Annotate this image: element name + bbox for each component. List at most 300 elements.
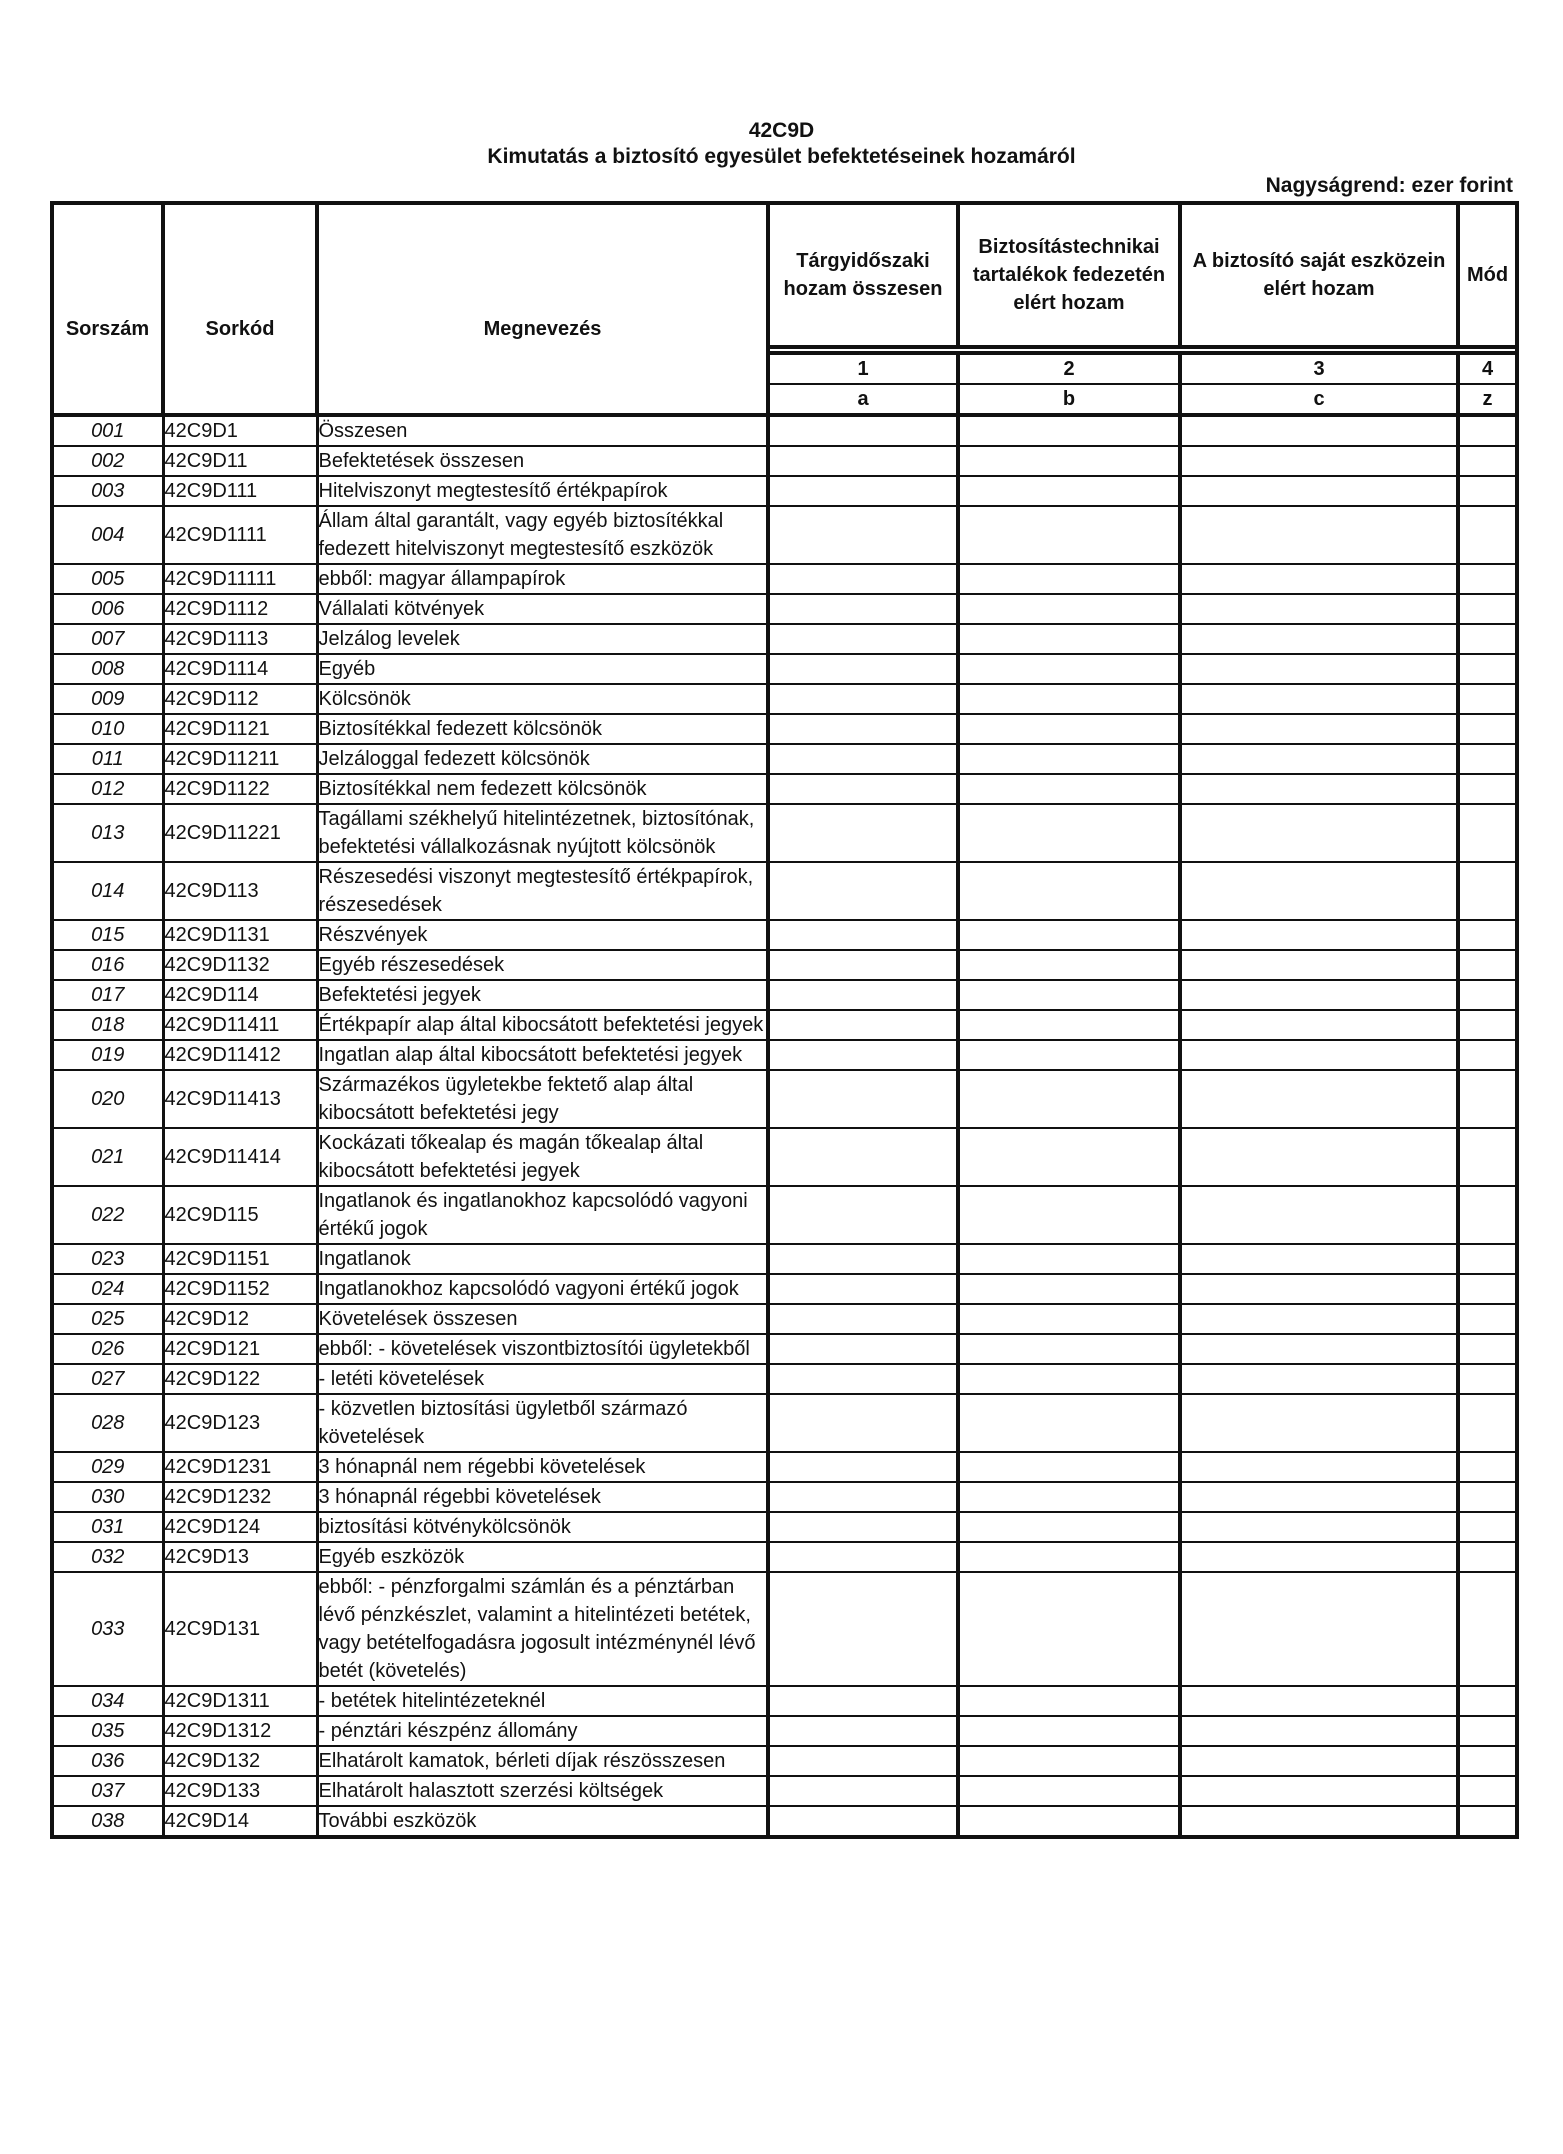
row-megnevezes: - közvetlen biztosítási ügyletből származó követelések (317, 1394, 768, 1452)
row-megnevezes: ebből: - pénzforgalmi számlán és a pénztárban lévő pénzkészlet, valamint a hitelintézeti betétek, vagy betételfogadásra jogosult intézménynél lévő betét (követelés) (317, 1572, 768, 1686)
row-value-col-2[interactable] (958, 714, 1180, 744)
table-row (52, 476, 1517, 506)
row-sorszam: 022 (52, 1186, 163, 1244)
row-value-col-2[interactable] (958, 1128, 1180, 1186)
table-row (52, 1572, 1517, 1686)
row-value-col-3[interactable] (1180, 1452, 1458, 1482)
row-value-col-3[interactable] (1180, 1716, 1458, 1746)
row-value-col-2[interactable] (958, 1686, 1180, 1716)
row-value-col-1[interactable] (768, 1070, 958, 1128)
row-sorszam: 027 (52, 1364, 163, 1394)
row-sorszam: 035 (52, 1716, 163, 1746)
row-megnevezes: Ingatlanokhoz kapcsolódó vagyoni értékű jogok (317, 1274, 768, 1304)
row-sorkod: 42C9D123 (163, 1394, 317, 1452)
table-row (52, 1716, 1517, 1746)
row-value-col-4[interactable] (1458, 684, 1517, 714)
row-value-col-2[interactable] (958, 1364, 1180, 1394)
row-value-col-4[interactable] (1458, 1746, 1517, 1776)
row-sorszam: 009 (52, 684, 163, 714)
row-value-col-1[interactable] (768, 1686, 958, 1716)
row-sorkod: 42C9D12 (163, 1304, 317, 1334)
row-value-col-4[interactable] (1458, 714, 1517, 744)
row-value-col-3[interactable] (1180, 950, 1458, 980)
row-sorkod: 42C9D112 (163, 684, 317, 714)
column-number-2: 2 (958, 353, 1180, 384)
row-sorszam: 008 (52, 654, 163, 684)
row-sorkod: 42C9D1113 (163, 624, 317, 654)
row-sorkod: 42C9D11411 (163, 1010, 317, 1040)
row-value-col-4[interactable] (1458, 506, 1517, 564)
header-sorkod: Sorkód (163, 203, 317, 415)
table-row (52, 1304, 1517, 1334)
row-value-col-1[interactable] (768, 624, 958, 654)
row-value-col-2[interactable] (958, 920, 1180, 950)
row-megnevezes: 3 hónapnál nem régebbi követelések (317, 1452, 768, 1482)
row-value-col-1[interactable] (768, 684, 958, 714)
row-sorszam: 021 (52, 1128, 163, 1186)
row-sorkod: 42C9D14 (163, 1806, 317, 1837)
column-number-1: 1 (768, 353, 958, 384)
row-value-col-3[interactable] (1180, 476, 1458, 506)
row-value-col-1[interactable] (768, 446, 958, 476)
header-col-4: Mód (1458, 203, 1517, 347)
table-row (52, 1746, 1517, 1776)
row-megnevezes: Egyéb (317, 654, 768, 684)
row-sorkod: 42C9D1131 (163, 920, 317, 950)
row-value-col-3[interactable] (1180, 804, 1458, 862)
row-value-col-3[interactable] (1180, 714, 1458, 744)
row-sorkod: 42C9D132 (163, 1746, 317, 1776)
row-megnevezes: Elhatárolt kamatok, bérleti díjak részösszesen (317, 1746, 768, 1776)
row-value-col-4[interactable] (1458, 1806, 1517, 1837)
unit-label: Nagyságrend: ezer forint (1265, 174, 1513, 197)
row-megnevezes: Hitelviszonyt megtestesítő értékpapírok (317, 476, 768, 506)
row-value-col-3[interactable] (1180, 594, 1458, 624)
row-value-col-3[interactable] (1180, 446, 1458, 476)
row-value-col-1[interactable] (768, 862, 958, 920)
row-sorkod: 42C9D114 (163, 980, 317, 1010)
row-value-col-4[interactable] (1458, 1452, 1517, 1482)
row-value-col-3[interactable] (1180, 1128, 1458, 1186)
row-value-col-1[interactable] (768, 1746, 958, 1776)
row-sorkod: 42C9D1231 (163, 1452, 317, 1482)
row-megnevezes: - pénztári készpénz állomány (317, 1716, 768, 1746)
row-value-col-3[interactable] (1180, 1512, 1458, 1542)
header-col-3: A biztosító saját eszközein elért hozam (1180, 203, 1458, 347)
table-row (52, 950, 1517, 980)
row-value-col-4[interactable] (1458, 415, 1517, 446)
row-value-col-4[interactable] (1458, 1776, 1517, 1806)
row-value-col-3[interactable] (1180, 624, 1458, 654)
row-value-col-3[interactable] (1180, 774, 1458, 804)
row-value-col-3[interactable] (1180, 1806, 1458, 1837)
row-sorkod: 42C9D113 (163, 862, 317, 920)
row-value-col-1[interactable] (768, 1244, 958, 1274)
row-sorszam: 023 (52, 1244, 163, 1274)
row-megnevezes: Értékpapír alap által kibocsátott befektetési jegyek (317, 1010, 768, 1040)
row-value-col-2[interactable] (958, 1542, 1180, 1572)
row-value-col-2[interactable] (958, 446, 1180, 476)
table-row (52, 804, 1517, 862)
row-megnevezes: Jelzáloggal fedezett kölcsönök (317, 744, 768, 774)
row-sorszam: 004 (52, 506, 163, 564)
table-row (52, 1542, 1517, 1572)
table-row (52, 1452, 1517, 1482)
row-megnevezes: Befektetési jegyek (317, 980, 768, 1010)
row-sorszam: 037 (52, 1776, 163, 1806)
header-col-1: Tárgyidőszaki hozam összesen (768, 203, 958, 347)
column-letter-z: z (1458, 384, 1517, 415)
row-value-col-2[interactable] (958, 1186, 1180, 1244)
row-value-col-4[interactable] (1458, 1394, 1517, 1452)
row-value-col-3[interactable] (1180, 564, 1458, 594)
row-value-col-4[interactable] (1458, 476, 1517, 506)
row-value-col-2[interactable] (958, 1010, 1180, 1040)
row-value-col-4[interactable] (1458, 1542, 1517, 1572)
row-value-col-3[interactable] (1180, 1244, 1458, 1274)
table-row (52, 920, 1517, 950)
table-row (52, 1334, 1517, 1364)
row-value-col-2[interactable] (958, 594, 1180, 624)
table-row (52, 446, 1517, 476)
row-megnevezes: Részvények (317, 920, 768, 950)
row-value-col-4[interactable] (1458, 980, 1517, 1010)
row-megnevezes: Egyéb eszközök (317, 1542, 768, 1572)
row-value-col-2[interactable] (958, 1040, 1180, 1070)
row-sorszam: 019 (52, 1040, 163, 1070)
table-row (52, 980, 1517, 1010)
report-table (50, 201, 1519, 1839)
row-value-col-4[interactable] (1458, 594, 1517, 624)
row-value-col-3[interactable] (1180, 1070, 1458, 1128)
row-value-col-1[interactable] (768, 476, 958, 506)
row-value-col-3[interactable] (1180, 1572, 1458, 1686)
row-value-col-1[interactable] (768, 564, 958, 594)
row-value-col-2[interactable] (958, 1746, 1180, 1776)
table-row (52, 1274, 1517, 1304)
row-sorkod: 42C9D11 (163, 446, 317, 476)
row-megnevezes: Kockázati tőkealap és magán tőkealap által kibocsátott befektetési jegyek (317, 1128, 768, 1186)
table-row (52, 714, 1517, 744)
row-value-col-3[interactable] (1180, 1542, 1458, 1572)
row-sorszam: 034 (52, 1686, 163, 1716)
row-megnevezes: Jelzálog levelek (317, 624, 768, 654)
row-value-col-1[interactable] (768, 1186, 958, 1244)
row-sorkod: 42C9D133 (163, 1776, 317, 1806)
row-sorkod: 42C9D1121 (163, 714, 317, 744)
row-value-col-2[interactable] (958, 1244, 1180, 1274)
row-value-col-3[interactable] (1180, 1364, 1458, 1394)
row-value-col-4[interactable] (1458, 1040, 1517, 1070)
row-sorszam: 011 (52, 744, 163, 774)
row-sorkod: 42C9D1232 (163, 1482, 317, 1512)
row-value-col-2[interactable] (958, 1452, 1180, 1482)
row-value-col-1[interactable] (768, 594, 958, 624)
row-value-col-4[interactable] (1458, 1186, 1517, 1244)
row-sorkod: 42C9D1151 (163, 1244, 317, 1274)
row-megnevezes: Befektetések összesen (317, 446, 768, 476)
row-value-col-2[interactable] (958, 980, 1180, 1010)
row-megnevezes: Elhatárolt halasztott szerzési költségek (317, 1776, 768, 1806)
row-megnevezes: Követelések összesen (317, 1304, 768, 1334)
row-sorszam: 025 (52, 1304, 163, 1334)
row-value-col-2[interactable] (958, 684, 1180, 714)
table-row (52, 1806, 1517, 1837)
row-sorszam: 001 (52, 415, 163, 446)
row-megnevezes: Kölcsönök (317, 684, 768, 714)
row-value-col-4[interactable] (1458, 1716, 1517, 1746)
table-row (52, 654, 1517, 684)
row-value-col-2[interactable] (958, 1334, 1180, 1364)
row-value-col-1[interactable] (768, 1542, 958, 1572)
row-sorkod: 42C9D11413 (163, 1070, 317, 1128)
row-value-col-1[interactable] (768, 1128, 958, 1186)
row-sorkod: 42C9D11211 (163, 744, 317, 774)
row-value-col-3[interactable] (1180, 1334, 1458, 1364)
row-value-col-1[interactable] (768, 1274, 958, 1304)
row-sorszam: 015 (52, 920, 163, 950)
row-value-col-1[interactable] (768, 950, 958, 980)
row-value-col-4[interactable] (1458, 1334, 1517, 1364)
row-value-col-1[interactable] (768, 1776, 958, 1806)
header-megnevezes: Megnevezés (317, 203, 768, 415)
row-value-col-1[interactable] (768, 1806, 958, 1837)
row-value-col-2[interactable] (958, 1572, 1180, 1686)
table-row (52, 684, 1517, 714)
table-row (52, 774, 1517, 804)
row-value-col-2[interactable] (958, 506, 1180, 564)
row-sorkod: 42C9D1132 (163, 950, 317, 980)
row-value-col-4[interactable] (1458, 1686, 1517, 1716)
row-value-col-3[interactable] (1180, 1304, 1458, 1334)
row-value-col-4[interactable] (1458, 774, 1517, 804)
row-value-col-3[interactable] (1180, 744, 1458, 774)
row-value-col-3[interactable] (1180, 1746, 1458, 1776)
row-value-col-2[interactable] (958, 744, 1180, 774)
row-sorkod: 42C9D1152 (163, 1274, 317, 1304)
row-value-col-1[interactable] (768, 415, 958, 446)
column-number-4: 4 (1458, 353, 1517, 384)
row-value-col-4[interactable] (1458, 1010, 1517, 1040)
row-value-col-3[interactable] (1180, 1274, 1458, 1304)
row-value-col-2[interactable] (958, 1716, 1180, 1746)
row-value-col-2[interactable] (958, 950, 1180, 980)
table-row (52, 744, 1517, 774)
row-sorszam: 018 (52, 1010, 163, 1040)
row-sorszam: 020 (52, 1070, 163, 1128)
row-value-col-2[interactable] (958, 1806, 1180, 1837)
row-value-col-1[interactable] (768, 1334, 958, 1364)
row-value-col-4[interactable] (1458, 446, 1517, 476)
row-megnevezes: Ingatlan alap által kibocsátott befektetési jegyek (317, 1040, 768, 1070)
table-row (52, 1244, 1517, 1274)
column-letter-b: b (958, 384, 1180, 415)
row-megnevezes: Ingatlanok (317, 1244, 768, 1274)
table-row (52, 1394, 1517, 1452)
row-value-col-2[interactable] (958, 1274, 1180, 1304)
row-sorkod: 42C9D1122 (163, 774, 317, 804)
row-megnevezes: biztosítási kötvénykölcsönök (317, 1512, 768, 1542)
row-value-col-2[interactable] (958, 476, 1180, 506)
row-value-col-4[interactable] (1458, 654, 1517, 684)
row-value-col-3[interactable] (1180, 980, 1458, 1010)
row-value-col-3[interactable] (1180, 862, 1458, 920)
row-value-col-4[interactable] (1458, 804, 1517, 862)
row-value-col-2[interactable] (958, 624, 1180, 654)
row-megnevezes: Biztosítékkal nem fedezett kölcsönök (317, 774, 768, 804)
row-value-col-4[interactable] (1458, 1274, 1517, 1304)
row-value-col-2[interactable] (958, 1304, 1180, 1334)
row-value-col-1[interactable] (768, 920, 958, 950)
table-row (52, 862, 1517, 920)
row-value-col-4[interactable] (1458, 1070, 1517, 1128)
row-value-col-3[interactable] (1180, 1394, 1458, 1452)
row-value-col-4[interactable] (1458, 744, 1517, 774)
row-value-col-4[interactable] (1458, 950, 1517, 980)
row-sorkod: 42C9D13 (163, 1542, 317, 1572)
row-value-col-1[interactable] (768, 1716, 958, 1746)
row-value-col-1[interactable] (768, 1010, 958, 1040)
row-megnevezes: További eszközök (317, 1806, 768, 1837)
table-row (52, 1128, 1517, 1186)
row-value-col-4[interactable] (1458, 624, 1517, 654)
row-value-col-1[interactable] (768, 1394, 958, 1452)
row-value-col-3[interactable] (1180, 1482, 1458, 1512)
row-sorkod: 42C9D111 (163, 476, 317, 506)
row-megnevezes: Tagállami székhelyű hitelintézetnek, biztosítónak, befektetési vállalkozásnak nyújtott kölcsönök (317, 804, 768, 862)
row-sorkod: 42C9D124 (163, 1512, 317, 1542)
row-value-col-2[interactable] (958, 862, 1180, 920)
row-value-col-1[interactable] (768, 1040, 958, 1070)
row-value-col-4[interactable] (1458, 1482, 1517, 1512)
row-sorkod: 42C9D1312 (163, 1716, 317, 1746)
row-sorszam: 005 (52, 564, 163, 594)
row-value-col-4[interactable] (1458, 1512, 1517, 1542)
row-sorszam: 030 (52, 1482, 163, 1512)
row-sorszam: 016 (52, 950, 163, 980)
row-sorszam: 002 (52, 446, 163, 476)
row-value-col-2[interactable] (958, 1070, 1180, 1128)
table-row (52, 594, 1517, 624)
row-sorkod: 42C9D122 (163, 1364, 317, 1394)
row-value-col-2[interactable] (958, 415, 1180, 446)
row-megnevezes: ebből: - követelések viszontbiztosítói ügyletekből (317, 1334, 768, 1364)
row-sorkod: 42C9D11221 (163, 804, 317, 862)
row-value-col-4[interactable] (1458, 1572, 1517, 1686)
row-sorkod: 42C9D131 (163, 1572, 317, 1686)
row-value-col-1[interactable] (768, 804, 958, 862)
row-value-col-1[interactable] (768, 1572, 958, 1686)
table-row (52, 1482, 1517, 1512)
row-value-col-1[interactable] (768, 506, 958, 564)
row-value-col-4[interactable] (1458, 920, 1517, 950)
row-value-col-3[interactable] (1180, 684, 1458, 714)
row-value-col-1[interactable] (768, 1364, 958, 1394)
row-value-col-1[interactable] (768, 1512, 958, 1542)
row-value-col-2[interactable] (958, 1394, 1180, 1452)
row-sorszam: 036 (52, 1746, 163, 1776)
row-sorkod: 42C9D1112 (163, 594, 317, 624)
row-value-col-3[interactable] (1180, 1010, 1458, 1040)
row-value-col-1[interactable] (768, 1482, 958, 1512)
row-value-col-1[interactable] (768, 714, 958, 744)
column-number-3: 3 (1180, 353, 1458, 384)
table-row (52, 1186, 1517, 1244)
row-value-col-2[interactable] (958, 1776, 1180, 1806)
row-value-col-2[interactable] (958, 654, 1180, 684)
row-sorkod: 42C9D1114 (163, 654, 317, 684)
row-value-col-3[interactable] (1180, 506, 1458, 564)
row-sorszam: 003 (52, 476, 163, 506)
row-sorszam: 028 (52, 1394, 163, 1452)
row-megnevezes: ebből: magyar állampapírok (317, 564, 768, 594)
row-sorszam: 029 (52, 1452, 163, 1482)
table-row (52, 1512, 1517, 1542)
row-value-col-3[interactable] (1180, 1186, 1458, 1244)
row-value-col-1[interactable] (768, 744, 958, 774)
row-value-col-3[interactable] (1180, 654, 1458, 684)
table-row (52, 506, 1517, 564)
row-sorszam: 006 (52, 594, 163, 624)
row-sorkod: 42C9D1111 (163, 506, 317, 564)
row-value-col-3[interactable] (1180, 1040, 1458, 1070)
row-sorszam: 010 (52, 714, 163, 744)
table-row (52, 1776, 1517, 1806)
row-value-col-3[interactable] (1180, 415, 1458, 446)
row-sorszam: 012 (52, 774, 163, 804)
row-sorkod: 42C9D11412 (163, 1040, 317, 1070)
row-sorszam: 031 (52, 1512, 163, 1542)
row-value-col-1[interactable] (768, 1304, 958, 1334)
row-megnevezes: Összesen (317, 415, 768, 446)
row-sorszam: 017 (52, 980, 163, 1010)
row-value-col-4[interactable] (1458, 1128, 1517, 1186)
row-value-col-2[interactable] (958, 804, 1180, 862)
row-sorkod: 42C9D121 (163, 1334, 317, 1364)
row-megnevezes: Ingatlanok és ingatlanokhoz kapcsolódó vagyoni értékű jogok (317, 1186, 768, 1244)
row-megnevezes: Származékos ügyletekbe fektető alap által kibocsátott befektetési jegy (317, 1070, 768, 1128)
row-value-col-4[interactable] (1458, 1304, 1517, 1334)
row-value-col-1[interactable] (768, 980, 958, 1010)
row-value-col-2[interactable] (958, 774, 1180, 804)
row-megnevezes: - betétek hitelintézeteknél (317, 1686, 768, 1716)
column-letter-c: c (1180, 384, 1458, 415)
row-megnevezes: Vállalati kötvények (317, 594, 768, 624)
row-value-col-4[interactable] (1458, 564, 1517, 594)
row-value-col-3[interactable] (1180, 1776, 1458, 1806)
row-value-col-1[interactable] (768, 1452, 958, 1482)
row-value-col-2[interactable] (958, 1482, 1180, 1512)
row-value-col-3[interactable] (1180, 920, 1458, 950)
row-value-col-2[interactable] (958, 1512, 1180, 1542)
row-value-col-2[interactable] (958, 564, 1180, 594)
row-value-col-1[interactable] (768, 654, 958, 684)
column-letter-a: a (768, 384, 958, 415)
row-sorszam: 026 (52, 1334, 163, 1364)
row-value-col-4[interactable] (1458, 1244, 1517, 1274)
report-code: 42C9D (748, 119, 815, 142)
row-value-col-4[interactable] (1458, 862, 1517, 920)
table-row (52, 1010, 1517, 1040)
row-value-col-1[interactable] (768, 774, 958, 804)
row-sorkod: 42C9D11111 (163, 564, 317, 594)
header-sorszam: Sorszám (52, 203, 163, 415)
table-row (52, 1364, 1517, 1394)
row-value-col-4[interactable] (1458, 1364, 1517, 1394)
row-megnevezes: Állam által garantált, vagy egyéb biztosítékkal fedezett hitelviszonyt megtestesítő eszközök (317, 506, 768, 564)
row-megnevezes: - letéti követelések (317, 1364, 768, 1394)
row-value-col-3[interactable] (1180, 1686, 1458, 1716)
